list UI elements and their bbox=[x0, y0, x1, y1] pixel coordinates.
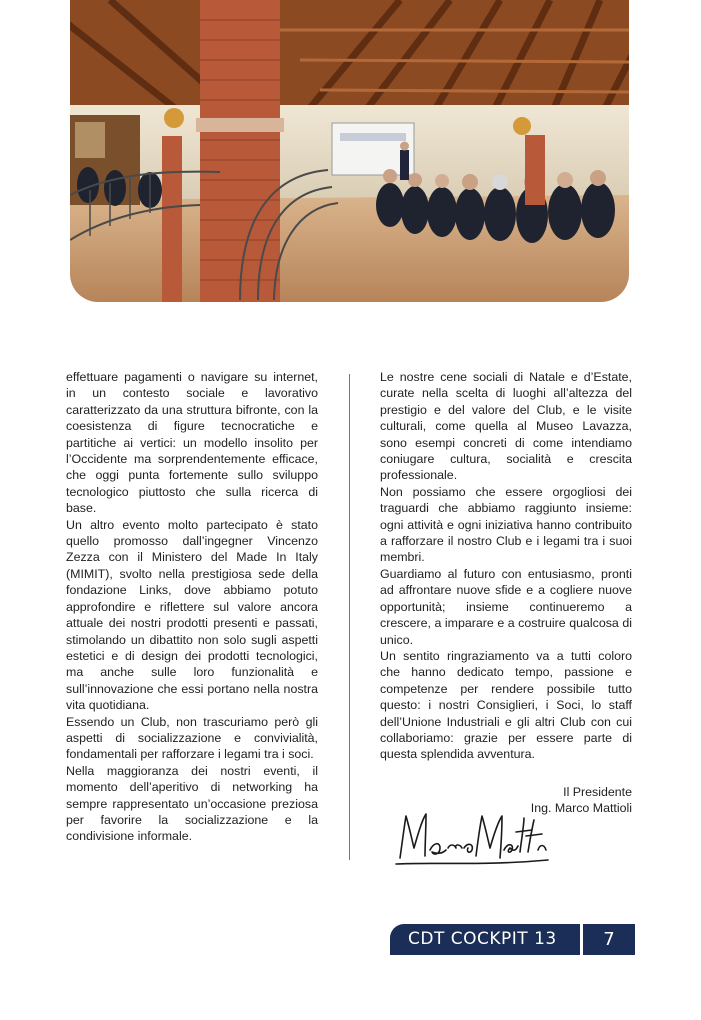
left-text-column bbox=[66, 369, 318, 845]
paragraph: Un altro evento molto partecipato è stato quello promosso dall’ingegner Vincenzo Zezza con il Ministero del Made In Italy (MIMIT), svolto nella prestigiosa sede della fondazione Links, dove abbiamo potuto approfondire e riflettere sul valore ancora attuale dei nostri prodotti presenti e passati, stimolando un dibattito non solo sugli aspetti estetici e di design dei prodotti tecnologici, ma anche sulle loro funzionalità e sull’innovazione che essi portano nella nostra vita quotidiana. bbox=[66, 517, 318, 713]
handwritten-signature bbox=[392, 806, 552, 874]
paragraph: Essendo un Club, non trascuriamo però gli aspetti di socializzazione e convivialità, fondamentali per rafforzare i legami tra i soci. bbox=[66, 714, 318, 762]
paragraph: Non possiamo che essere orgogliosi dei traguardi che abbiamo raggiunto insieme: ogni attività e ogni iniziativa hanno contribuito a rafforzare il nostro Club e i legami tra i suoi membri. bbox=[380, 484, 632, 565]
page-number: 7 bbox=[603, 929, 615, 950]
paragraph: Le nostre cene sociali di Natale e d’Estate, curate nella scelta di luoghi all’altezza del prestigio e del valore del Club, e le visite culturali, come quella al Museo Lavazza, sono esempi concreti di come intendiamo coniugare cultura, socialità e crescita professionale. bbox=[380, 370, 632, 483]
paragraph: Guardiamo al futuro con entusiasmo, pronti ad affrontare nuove sfide e a cogliere nuove opportunità; insieme continueremo a crescere, a imparare e a costruire qualcosa di unico. bbox=[380, 566, 632, 647]
right-text-column bbox=[380, 369, 632, 817]
signoff-role: Il Presidente bbox=[563, 784, 632, 799]
paragraph: Un sentito ringraziamento va a tutti coloro che hanno dedicato tempo, passione e competenze per rendere possibile tutto questo: i nostri Consiglieri, i Soci, lo staff dell’Unione Industriali e gli altri Club con cui collaboriamo: grazie per essere parte di questa splendida avventura. bbox=[380, 648, 632, 762]
signoff-name: Ing. Marco Mattioli bbox=[530, 801, 632, 816]
paragraph: effettuare pagamenti o navigare su internet, in un contesto sociale e lavorativo caratterizzato da una struttura bifronte, con la coesistenza di figure tecnocratiche e partitiche ai vertici: un modello insolito per l’Occidente ma sorprendentemente efficace, che oggi punta fortemente sullo sviluppo tecnologico piuttosto che sulla ricerca di base. bbox=[66, 370, 318, 516]
paragraph: Nella maggioranza dei nostri eventi, il momento dell’aperitivo di networking ha sempre rappresentato un’occasione preziosa per favorire la socializzazione e la condivisione informale. bbox=[66, 763, 318, 844]
column-divider bbox=[349, 374, 350, 860]
conference-photo bbox=[70, 0, 629, 302]
footer-banner bbox=[390, 924, 635, 955]
magazine-title: CDT COCKPIT 13 bbox=[408, 929, 557, 949]
